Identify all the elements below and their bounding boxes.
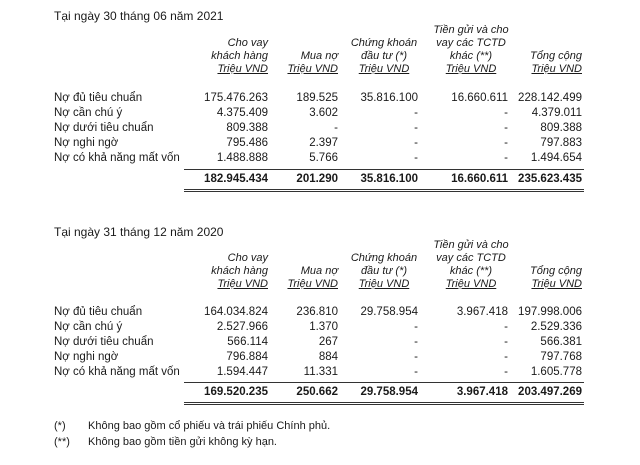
column-header-loans: Cho vay khách hàng Triệu VND [211,252,268,290]
column-header-deposits: Tiền gửi và cho vay các TCTD khác (**) Triệu VND [433,24,509,75]
footnote: (**) Không bao gồm tiền gửi không kỳ hạn. [54,436,277,448]
total-top-rule [184,169,584,170]
footnote: (*) Không bao gồm cổ phiếu và trái phiếu Chính phủ. [54,420,331,432]
column-header-loans: Cho vay khách hàng Triệu VND [211,37,268,75]
total-bottom-double-rule [184,189,584,192]
column-header-deposits: Tiền gửi và cho vay các TCTD khác (**) Triệu VND [433,239,509,290]
total-bottom-double-rule [184,402,584,405]
section-title-2020: Tại ngày 31 tháng 12 năm 2020 [54,225,224,239]
column-header-debt-purchase: Mua nợ Triệu VND [287,50,338,75]
total-top-rule [184,382,584,383]
column-header-total: Tổng cộng Triệu VND [530,265,582,290]
column-header-debt-purchase: Mua nợ Triệu VND [287,265,338,290]
column-header-securities: Chứng khoán đầu tư (*) Triệu VND [350,37,418,75]
column-header-securities: Chứng khoán đầu tư (*) Triệu VND [350,252,418,290]
column-header-total: Tổng cộng Triệu VND [530,50,582,75]
section-title-2021: Tại ngày 30 tháng 06 năm 2021 [54,9,224,23]
